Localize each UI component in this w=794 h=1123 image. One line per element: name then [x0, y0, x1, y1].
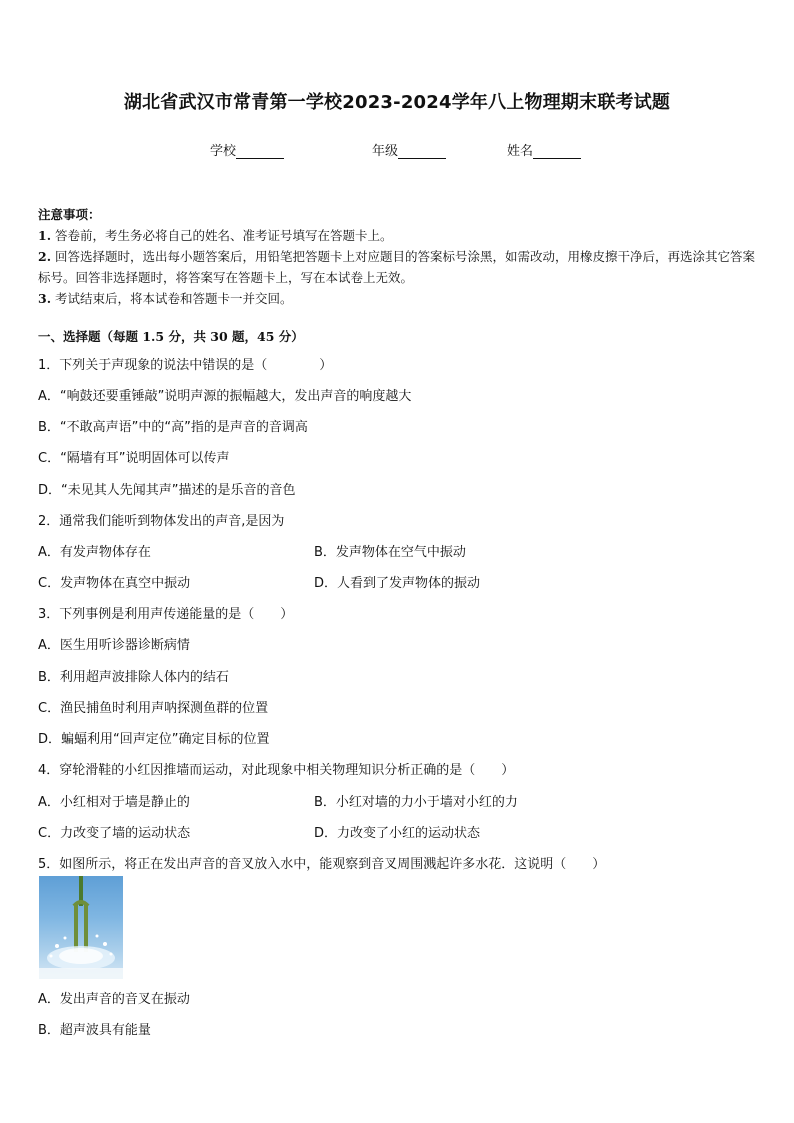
note-item [38, 246, 758, 288]
notes-block [38, 204, 758, 309]
note-text: 考试结束后，将本试卷和答题卡一并交回。 [55, 291, 293, 306]
note-number: 3. [38, 291, 52, 306]
option-b[interactable]: B．小红对墙的力小于墙对小红的力 [314, 795, 518, 810]
option-a[interactable]: A．小红相对于墙是静止的 [38, 795, 190, 810]
section-title: 一、选择题（每题 1.5 分，共 30 题，45 分） [38, 329, 304, 344]
school-blank[interactable] [236, 144, 284, 159]
name-field[interactable] [507, 140, 581, 159]
grade-blank[interactable] [398, 144, 446, 159]
option-a[interactable]: A．有发声物体存在 [38, 545, 151, 560]
grade-field[interactable] [372, 140, 446, 159]
note-item [38, 225, 758, 246]
option-b[interactable]: B．超声波具有能量 [38, 1023, 151, 1038]
option-a[interactable]: A．医生用听诊器诊断病情 [38, 638, 190, 653]
option-b[interactable]: B．“不敢高声语”中的“高”指的是声音的音调高 [38, 420, 308, 435]
note-number: 2. [38, 249, 52, 264]
school-field[interactable] [210, 140, 284, 159]
option-c[interactable]: C．“隔墙有耳”说明固体可以传声 [38, 451, 230, 466]
option-d[interactable]: D．“未见其人先闻其声”描述的是乐音的音色 [38, 483, 296, 498]
option-a[interactable]: A．“响鼓还要重锤敲”说明声源的振幅越大，发出声音的响度越大 [38, 389, 412, 404]
note-number: 1. [38, 228, 52, 243]
note-text: 回答选择题时，选出每小题答案后，用铅笔把答题卡上对应题目的答案标号涂黑，如需改动，用橡皮擦干净后，再选涂其它答案标号。回答非选择题时，将答案写在答题卡上，写在本试卷上无效。 [38, 249, 756, 285]
tuning-fork-illustration [39, 876, 123, 979]
name-blank[interactable] [533, 144, 581, 159]
question-stem: 3．下列事例是利用声传递能量的是（ ） [38, 607, 294, 622]
option-c[interactable]: C．发声物体在真空中振动 [38, 576, 191, 591]
option-c[interactable]: C．力改变了墙的运动状态 [38, 826, 191, 841]
question-stem: 1．下列关于声现象的说法中错误的是（ ） [38, 358, 333, 373]
grade-label: 年级 [372, 144, 399, 159]
exam-title: 湖北省武汉市常青第一学校2023-2024学年八上物理期末联考试题 [123, 92, 671, 113]
tuning-fork-in-water-image [39, 876, 123, 979]
name-label: 姓名 [507, 144, 534, 159]
question-stem: 4．穿轮滑鞋的小红因推墙而运动，对此现象中相关物理知识分析正确的是（ ） [38, 763, 515, 778]
school-label: 学校 [210, 144, 237, 159]
option-b[interactable]: B．发声物体在空气中振动 [314, 545, 466, 560]
option-d[interactable]: D．人看到了发声物体的振动 [314, 576, 481, 591]
notes-heading: 注意事项： [38, 207, 101, 222]
option-d[interactable]: D．力改变了小红的运动状态 [314, 826, 481, 841]
option-d[interactable]: D．蝙蝠利用“回声定位”确定目标的位置 [38, 732, 270, 747]
question-stem: 5．如图所示，将正在发出声音的音叉放入水中，能观察到音叉周围溅起许多水花．这说明（ ） [38, 857, 606, 872]
option-b[interactable]: B．利用超声波排除人体内的结石 [38, 670, 229, 685]
note-text: 答卷前，考生务必将自己的姓名、准考证号填写在答题卡上。 [55, 228, 393, 243]
note-item [38, 288, 758, 309]
option-a[interactable]: A．发出声音的音叉在振动 [38, 992, 190, 1007]
question-stem: 2．通常我们能听到物体发出的声音,是因为 [38, 514, 285, 529]
option-c[interactable]: C．渔民捕鱼时利用声呐探测鱼群的位置 [38, 701, 269, 716]
